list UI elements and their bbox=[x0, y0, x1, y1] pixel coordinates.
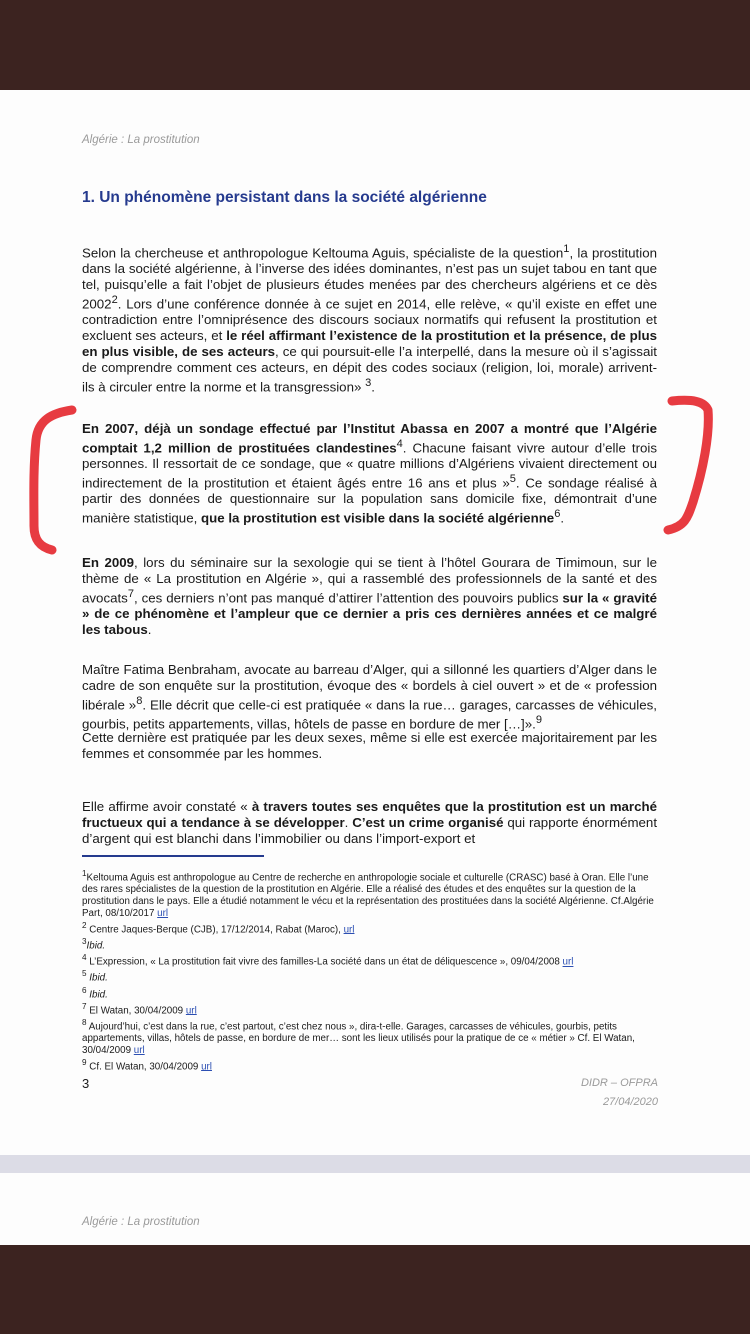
paragraph-4-text-a: Maître Fatima Benbraham, avocate au barreau d’Alger, qui a sillonné les quartiers d’Alger dans le cadre de son enquête sur la prostitution, évoque des « bordels à ciel ouvert » et de « profession libérale » bbox=[82, 662, 657, 713]
paragraph-2-text-a: . Chacune faisant vivre autour d’elle trois personnes. Il ressortait de ce sondage, que « quatre millions d’Algériens vivaient directement ou indirectement de la prostitution et étaient âgés entre 16 ans et plus » bbox=[82, 440, 657, 491]
paragraph-3-bold-2: sur la « gravité » de ce phénomène et l’ampleur que ce dernier a pris ces dernières années et ce malgré les tabous bbox=[82, 590, 657, 638]
footnote-text: Ibid. bbox=[86, 972, 108, 984]
footnote-url-link[interactable]: url bbox=[343, 924, 355, 936]
footnote-text: Ibid. bbox=[86, 988, 108, 1000]
footnote-number: 2 bbox=[82, 920, 87, 930]
page-number: 3 bbox=[82, 1076, 90, 1091]
paragraph-6-bold-1: à travers toutes ses enquêtes que la prostitution est un marché fructueux qui a tendance à se développer bbox=[82, 799, 658, 830]
footnote-ref[interactable]: 7 bbox=[127, 587, 134, 600]
running-header: Algérie : La prostitution bbox=[82, 134, 200, 146]
footnote-text: Cf. El Watan, 30/04/2009 bbox=[86, 1061, 202, 1073]
right-bracket-mark bbox=[668, 400, 708, 530]
footnote-text: Centre Jaques-Berque (CJB), 17/12/2014, Rabat (Maroc), bbox=[86, 924, 344, 936]
footnote-text: Keltouma Aguis est anthropologue au Centre de recherche en anthropologie sociale et culturelle (CRASC) basé à Oran. Elle l’une des rares spécialistes de la question de la prostitution en Algérie. Elle a réalisé des études et des enquêtes sur la question de la prostitution dans le pays. Elle a étudié notamment le vécu et la représentation des prostituées dans la société Algérienne. Cf.Algérie Part, 08/10/2017 bbox=[82, 872, 654, 919]
next-page bbox=[0, 1173, 750, 1245]
paragraph-1-text-d: , ce qui poursuit-elle l’a interpellé, dans la mesure où il s’agissait de comprendre comment ces acteurs, en dépit des codes sociaux (religion, loi, morale) arrivent-ils à circuler entre la norme et la transgression» bbox=[82, 344, 657, 395]
paragraph-2-text-c: . bbox=[560, 510, 565, 526]
footnote-ref[interactable]: 8 bbox=[136, 694, 143, 707]
footnote-url-link[interactable]: url bbox=[157, 907, 169, 919]
paragraph-2-bold-2: que la prostitution est visible dans la société algérienne bbox=[201, 510, 555, 526]
footnote-ref[interactable]: 5 bbox=[509, 473, 516, 486]
footnote-number: 3 bbox=[82, 937, 87, 947]
footnote-number: 4 bbox=[82, 953, 87, 963]
footnote-text: L’Expression, « La prostitution fait vivre des familles-La société dans un état de déliquescence », 09/04/2008 bbox=[86, 956, 563, 968]
paragraph-2-text-b: . Ce sondage réalisé à partir des données de questionnaire sur la population sans domicile fixe, démontrait d’une manière statistique, bbox=[82, 475, 657, 526]
footnote-number: 7 bbox=[82, 1001, 87, 1011]
paragraph-6-text-a: Elle affirme avoir constaté « bbox=[82, 799, 252, 814]
paragraph-3-bold-1: En 2009 bbox=[82, 555, 135, 570]
paragraph-3-text-c: . bbox=[147, 622, 152, 638]
footnote-number: 9 bbox=[82, 1057, 87, 1067]
bottom-frame bbox=[0, 1245, 750, 1334]
footnote-number: 5 bbox=[82, 969, 87, 979]
paragraph-1-text-c: . Lors d’une conférence donnée à ce sujet en 2014, elle relève, « qu’il existe en effet une contradiction entre l’omniprésence des discours sociaux normatifs qui refusent la prostitution et excluent ses acteurs, et bbox=[82, 296, 657, 344]
footnote-text: El Watan, 30/04/2009 bbox=[86, 1005, 186, 1017]
footnote-ref[interactable]: 4 bbox=[396, 437, 403, 450]
footnote-url-link[interactable]: url bbox=[133, 1045, 145, 1056]
footnote-ref[interactable]: 1 bbox=[563, 243, 570, 255]
page-gap bbox=[0, 1155, 750, 1173]
footnote-text: Ibid. bbox=[86, 940, 106, 952]
paragraph-5: Cette dernière est pratiquée par les deux sexes, même si elle est exercée majoritairement par les femmes et consommée par les hommes. bbox=[82, 730, 657, 761]
paragraph-6-bold-2: C’est un crime organisé bbox=[352, 814, 504, 830]
footer-date: 27/04/2020 bbox=[602, 1096, 658, 1108]
paragraph-1-text-b: , la prostitution dans la société algérienne, à l’inverse des idées dominantes, n’est pas un sujet tabou en tant que tel, puisqu’elle a fait l’objet de plusieurs études menées par des chercheurs algériens et ce dès 2002 bbox=[82, 245, 657, 312]
paragraph-3-text-b: , ces derniers n’ont pas manqué d’attirer l’attention des pouvoirs publics bbox=[134, 590, 563, 606]
paragraph-6-text-c: qui rapporte énormément d’argent qui est blanchi dans l’immobilier ou dans l’import-export et bbox=[82, 814, 658, 846]
footnote-ref[interactable]: 9 bbox=[535, 714, 542, 727]
section-title: 1. Un phénomène persistant dans la société algérienne bbox=[82, 189, 487, 206]
footer-organisation: DIDR – OFPRA bbox=[580, 1077, 658, 1089]
paragraph-2-bold-1: En 2007, déjà un sondage effectué par l’Institut Abassa en 2007 a montré que l’Algérie comptait 1,2 million de prostituées clandestines bbox=[82, 421, 657, 456]
footnote-url-link[interactable]: url bbox=[562, 956, 574, 968]
paragraph-4-text-b: . Elle décrit que celle-ci est pratiquée « dans la rue… garages, carcasses de véhicules, gourbis, petits appartements, villas, hôtels de passe en bordure de mer […]». bbox=[82, 697, 657, 732]
paragraph-3-text-a: , lors du séminaire sur la sexologie qui se tient à l’hôtel Gourara de Timimoun, sur le thème de « La prostitution en Algérie », qui a rassemblé des professionnels de la santé et des avocats bbox=[82, 555, 657, 606]
footnote-number: 1 bbox=[82, 869, 87, 878]
footnote-url-link[interactable]: url bbox=[201, 1061, 212, 1073]
running-header: Algérie : La prostitution bbox=[82, 1216, 200, 1228]
paragraph-1-text-a: Selon la chercheuse et anthropologue Keltouma Aguis, spécialiste de la question bbox=[82, 245, 564, 261]
footnote-ref[interactable]: 3 bbox=[365, 377, 372, 390]
paragraph-6-text-b: . bbox=[344, 814, 353, 830]
footnote-text: Aujourd’hui, c’est dans la rue, c’est partout, c’est chez nous », dira-t-elle. Garages, carcasses de véhicules, gourbis, petits appartements, villas, hôtels de passe, en bordure de mer… sont les lieux utilisés pour la pratique de ce « métier » Cf. El Watan, 30/04/2009 bbox=[82, 1021, 635, 1056]
footnote-url-link[interactable]: url bbox=[185, 1005, 197, 1017]
footnote-number: 6 bbox=[82, 985, 87, 995]
footnote-ref[interactable]: 2 bbox=[111, 294, 118, 307]
paragraph-1-bold: le réel affirmant l’existence de la prostitution et la présence, de plus en plus visible, de ses acteurs bbox=[82, 328, 657, 360]
paragraph-1-text-e: . bbox=[371, 379, 375, 395]
footnote-number: 8 bbox=[82, 1017, 87, 1027]
footnote-ref[interactable]: 6 bbox=[554, 508, 561, 521]
left-bracket-mark bbox=[34, 410, 72, 550]
